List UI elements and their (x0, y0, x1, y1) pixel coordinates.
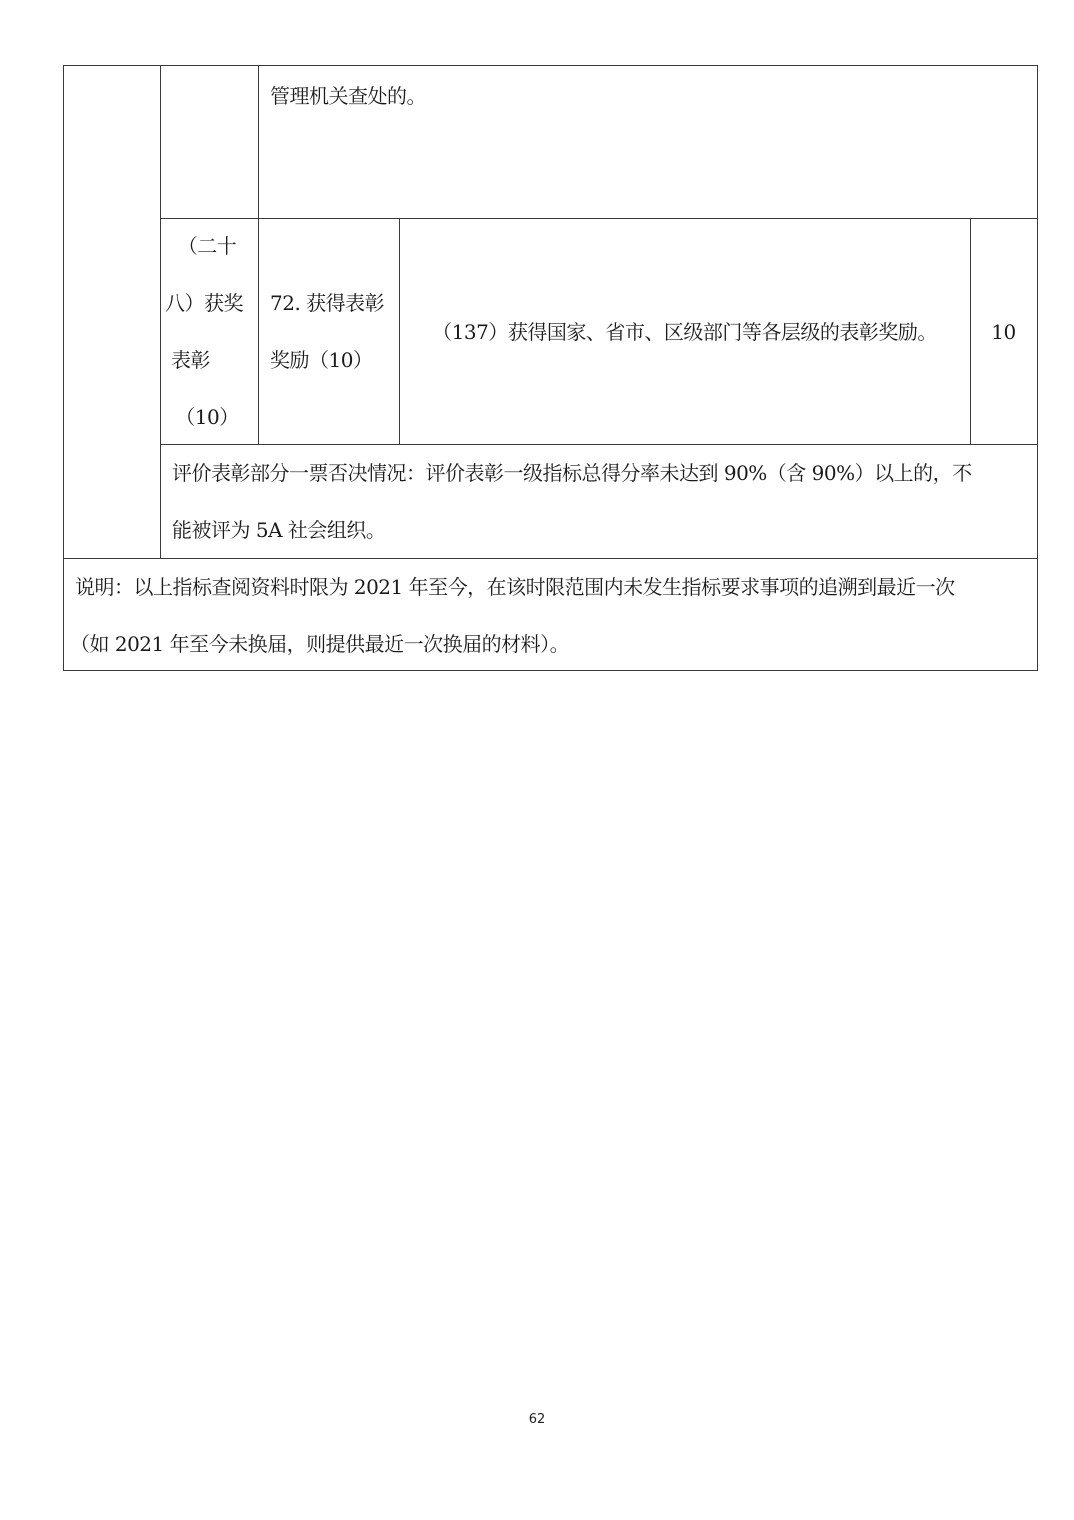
table-border-right (1037, 65, 1038, 671)
indicator-line: 72. 获得表彰 (270, 291, 385, 315)
row-divider (160, 218, 1038, 219)
table-border-bottom (63, 670, 1038, 671)
category-line: （二十 (177, 234, 237, 258)
score-value: 10 (991, 320, 1016, 344)
category-line: （10） (175, 405, 239, 429)
table-border-left (63, 65, 64, 671)
veto-line: 能被评为 5A 社会组织。 (172, 518, 386, 542)
category-cell (165, 218, 257, 446)
veto-line: 评价表彰部分一票否决情况：评价表彰一级指标总得分率未达到 90%（含 90%）以上的，不 (172, 461, 972, 485)
category-line: 表彰 (171, 348, 210, 372)
indicator-cell (270, 275, 398, 389)
note-line: （如 2021 年至今未换届，则提供最近一次换届的材料）。 (70, 632, 570, 656)
column-divider (258, 65, 259, 445)
indicator-line: 奖励（10） (270, 348, 373, 372)
row-divider (160, 444, 1038, 445)
page-number: 62 (528, 1412, 546, 1427)
continued-criterion-text: 管理机关查处的。 (270, 84, 426, 108)
criterion-text: （137）获得国家、省市、区级部门等各层级的表彰奖励。 (432, 320, 937, 344)
row-divider (63, 558, 1038, 559)
table-border-top (63, 65, 1038, 66)
column-divider (160, 65, 161, 559)
note-line: 说明：以上指标查阅资料时限为 2021 年至今，在该时限范围内未发生指标要求事项的追溯到最近一次 (75, 575, 955, 599)
category-line: 八）获奖 (165, 291, 243, 315)
